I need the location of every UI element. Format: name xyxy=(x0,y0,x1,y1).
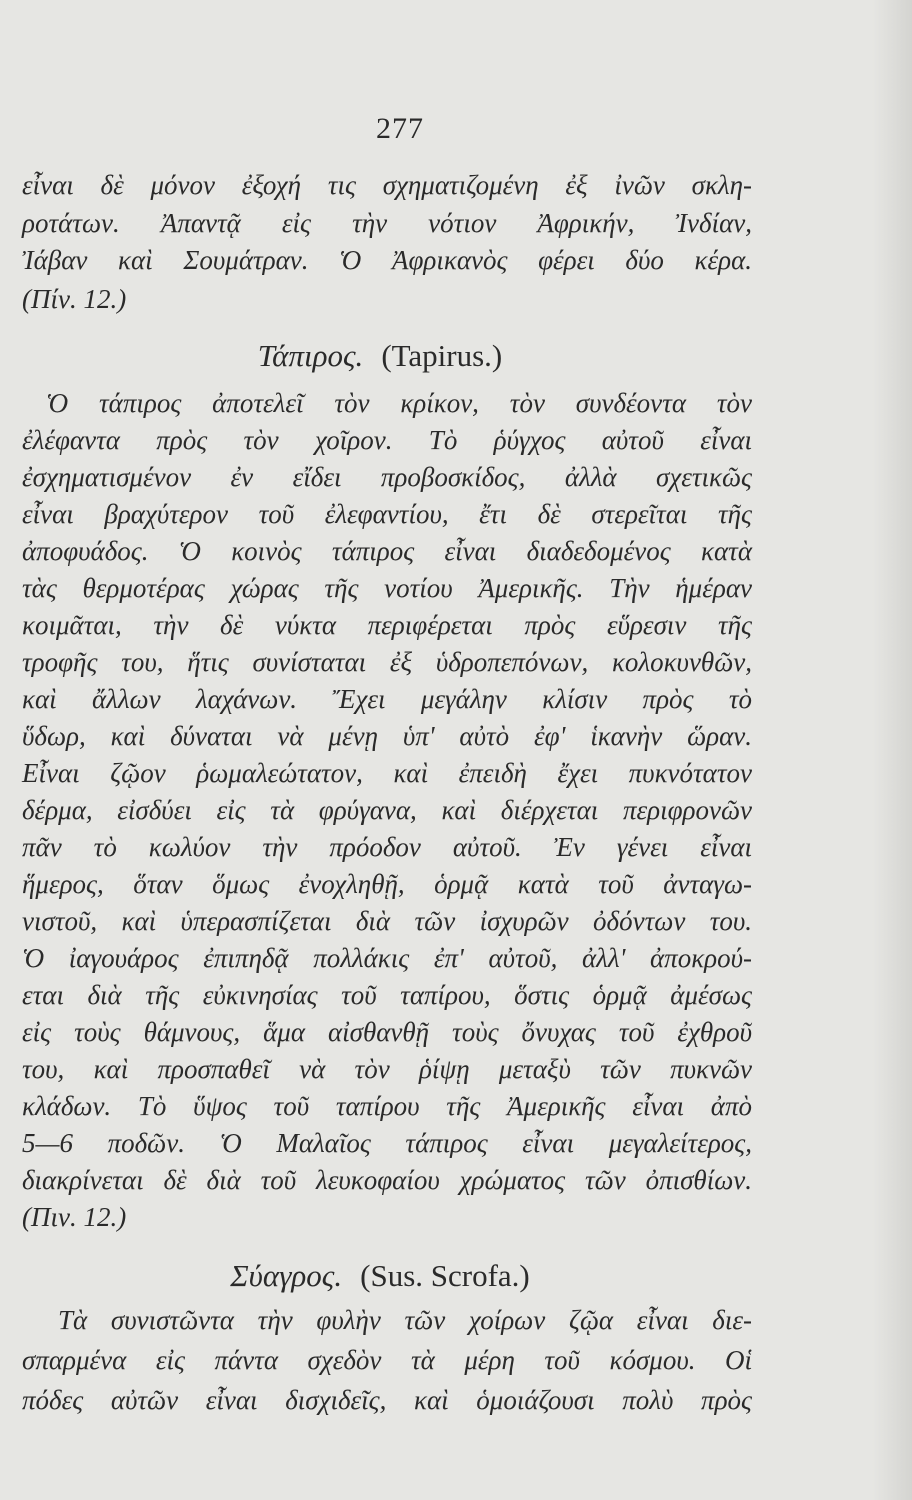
text-line: σπαρμένα εἰς πάντα σχεδὸν τὰ μέρη τοῦ κόσμου. Οἱ xyxy=(22,1345,752,1375)
text-line: Ὁ τάπιρος ἀποτελεῖ τὸν κρίκον, τὸν συνδέοντα τὸν xyxy=(46,388,752,418)
text-line: Εἶναι ζῷον ῥωμαλεώτατον, καὶ ἐπειδὴ ἔχει πυκνότατον xyxy=(22,758,752,788)
text-line: 5—6 ποδῶν. Ὁ Μαλαῖος τάπιρος εἶναι μεγαλείτερος, xyxy=(22,1128,752,1158)
text-line: εται διὰ τῆς εὐκινησίας τοῦ ταπίρου, ὅστις ὁρμᾷ ἀμέσως xyxy=(22,980,752,1010)
text-line: πᾶν τὸ κωλύον τὴν πρόοδον αὐτοῦ. Ἐν γένει εἶναι xyxy=(22,832,752,862)
text-line: ροτάτων. Ἀπαντᾷ εἰς τὴν νότιον Ἀφρικήν, Ἰνδίαν, xyxy=(22,208,752,238)
text-line: κλάδων. Τὸ ὕψος τοῦ ταπίρου τῆς Ἀμερικῆς εἶναι ἀπὸ xyxy=(22,1091,752,1121)
text-line: κοιμᾶται, τὴν δὲ νύκτα περιφέρεται πρὸς εὕρεσιν τῆς xyxy=(22,610,752,640)
text-line: (Πιν. 12.) xyxy=(22,1202,127,1232)
text-line: ἀποφυάδος. Ὁ κοινὸς τάπιρος εἶναι διαδεδομένος κατὰ xyxy=(22,536,752,566)
text-line: νιστοῦ, καὶ ὑπερασπίζεται διὰ τῶν ἰσχυρῶν ὀδόντων του. xyxy=(22,906,752,936)
section-heading-greek: Σύαγρος. xyxy=(230,1258,343,1293)
text-line: τὰς θερμοτέρας χώρας τῆς νοτίου Ἀμερικῆς. Τὴν ἡμέραν xyxy=(22,573,752,603)
text-line: Ὁ ἰαγουάρος ἐπιπηδᾷ πολλάκις ἐπ' αὐτοῦ, ἀλλ' ἀποκρού- xyxy=(22,943,752,973)
text-line: του, καὶ προσπαθεῖ νὰ τὸν ῥίψῃ μεταξὺ τῶν πυκνῶν xyxy=(22,1054,752,1084)
page-number: 277 xyxy=(376,112,424,145)
text-line: καὶ ἄλλων λαχάνων. Ἔχει μεγάλην κλίσιν πρὸς τὸ xyxy=(22,684,752,714)
text-line: διακρίνεται δὲ διὰ τοῦ λευκοφαίου χρώματος τῶν ὀπισθίων. xyxy=(22,1165,752,1195)
section-heading-latin: (Tapirus.) xyxy=(381,338,503,373)
text-line: Ἰάβαν καὶ Σουμάτραν. Ὁ Ἀφρικανὸς φέρει δύο κέρα. xyxy=(22,245,752,275)
page-edge-shadow xyxy=(872,0,912,1500)
text-line: εἰς τοὺς θάμνους, ἅμα αἰσθανθῇ τοὺς ὄνυχας τοῦ ἐχθροῦ xyxy=(22,1017,752,1047)
text-line: ὕδωρ, καὶ δύναται νὰ μένῃ ὑπ' αὐτὸ ἐφ' ἱκανὴν ὥραν. xyxy=(22,721,752,751)
section-heading-tapirus xyxy=(0,338,760,374)
text-line: τροφῆς του, ἥτις συνίσταται ἐξ ὑδροπεπόνων, κολοκυνθῶν, xyxy=(22,647,752,677)
section-heading-sus-scrofa xyxy=(0,1258,760,1294)
section-heading-greek: Τάπιρος. xyxy=(257,338,364,373)
text-line: πόδες αὐτῶν εἶναι δισχιδεῖς, καὶ ὁμοιάζουσι πολὺ πρὸς xyxy=(22,1385,752,1415)
text-line: Τὰ συνιστῶντα τὴν φυλὴν τῶν χοίρων ζῷα εἶναι διε- xyxy=(58,1305,752,1335)
text-line: εἶναι δὲ μόνον ἐξοχή τις σχηματιζομένη ἐξ ἰνῶν σκλη- xyxy=(22,170,752,200)
text-line: ἥμερος, ὅταν ὅμως ἐνοχληθῇ, ὁρμᾷ κατὰ τοῦ ἀνταγω- xyxy=(22,869,752,899)
text-line: εἶναι βραχύτερον τοῦ ἐλεφαντίου, ἔτι δὲ στερεῖται τῆς xyxy=(22,499,752,529)
text-line: δέρμα, εἰσδύει εἰς τὰ φρύγανα, καὶ διέρχεται περιφρονῶν xyxy=(22,795,752,825)
text-line: (Πίν. 12.) xyxy=(22,284,127,314)
text-line: ἐλέφαντα πρὸς τὸν χοῖρον. Τὸ ῥύγχος αὐτοῦ εἶναι xyxy=(22,425,752,455)
section-heading-latin: (Sus. Scrofa.) xyxy=(360,1258,530,1293)
text-line: ἐσχηματισμένον ἐν εἴδει προβοσκίδος, ἀλλὰ σχετικῶς xyxy=(22,462,752,492)
